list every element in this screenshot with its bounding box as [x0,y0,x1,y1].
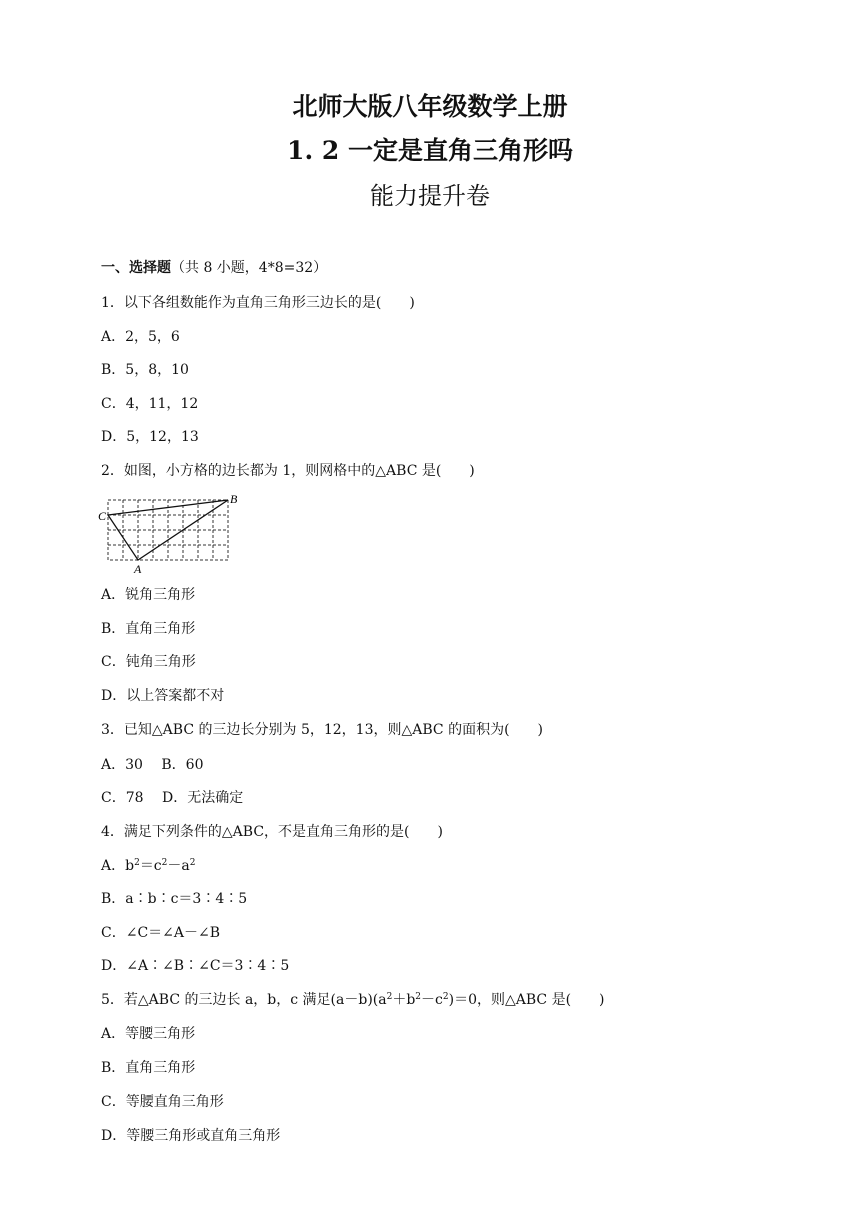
q4a-exponent-1: 2 [134,858,140,868]
lesson-title: 1. 2 一定是直角三角形吗 [287,136,573,165]
question-1-option-a: A．2，5，6 [101,329,180,345]
question-2-stem: 2．如图，小方格的边长都为 1，则网格中的△ABC 是( ) [101,463,475,479]
question-2-option-a: A．锐角三角形 [101,587,196,603]
q4a-exponent-2: 2 [161,858,168,868]
question-2-option-c: C．钝角三角形 [101,654,196,670]
question-5-option-d: D．等腰三角形或直角三角形 [101,1128,281,1144]
grid-triangle-figure [96,490,246,576]
vertex-label-c: C [98,509,107,523]
question-4-option-b: B．a∶b∶c＝3∶4∶5 [101,891,248,907]
paper-subtitle: 能力提升卷 [370,182,490,210]
q5-text-2: ＋b [392,992,416,1008]
vertex-label-a: A [134,562,142,576]
question-5-option-b: B．直角三角形 [101,1060,196,1076]
question-4-stem: 4．满足下列条件的△ABC，不是直角三角形的是( ) [101,824,443,840]
q4a-text-3: －a [167,858,190,874]
question-1-option-d: D．5，12，13 [101,429,199,445]
question-1-option-c: C．4，11，12 [101,396,199,412]
q5-text-3: －c [421,992,443,1008]
q5-exponent-2: 2 [415,992,422,1002]
section-label: 一、选择题 [101,260,171,276]
q5-text-4: )＝0，则△ABC 是( ) [448,992,605,1008]
question-4-option-c: C．∠C＝∠A－∠B [101,925,221,941]
question-3-options-cd: C．78 D．无法确定 [101,790,244,806]
q5-exponent-1: 2 [386,992,393,1002]
question-1-stem: 1．以下各组数能作为直角三角形三边长的是( ) [101,295,415,311]
question-1-option-b: B．5，8，10 [101,362,189,378]
q4a-text-2: ＝c [139,858,162,874]
q4a-exponent-3: 2 [189,858,196,868]
question-3-stem: 3．已知△ABC 的三边长分别为 5，12，13，则△ABC 的面积为( ) [101,722,543,738]
q5-exponent-3: 2 [442,992,449,1002]
question-5-option-a: A．等腰三角形 [101,1026,196,1042]
question-4-option-d: D．∠A∶∠B∶∠C＝3∶4∶5 [101,958,290,974]
section-note: （共 8 小题，4*8=32） [171,260,328,276]
document-title: 北师大版八年级数学上册 [292,92,568,121]
question-2-option-d: D．以上答案都不对 [101,688,225,704]
question-3-options-ab: A．30 B．60 [101,757,204,773]
grid-lines [108,500,228,560]
question-5-option-c: C．等腰直角三角形 [101,1094,224,1110]
q5-text-1: 5．若△ABC 的三边长 a，b，c 满足(a－b)(a [101,992,387,1008]
q4a-text-1: A．b [101,858,135,874]
question-5-stem [101,991,605,1009]
question-4-option-a [101,857,195,875]
vertex-label-b: B [230,492,238,506]
question-2-option-b: B．直角三角形 [101,621,196,637]
section-heading [101,259,327,277]
